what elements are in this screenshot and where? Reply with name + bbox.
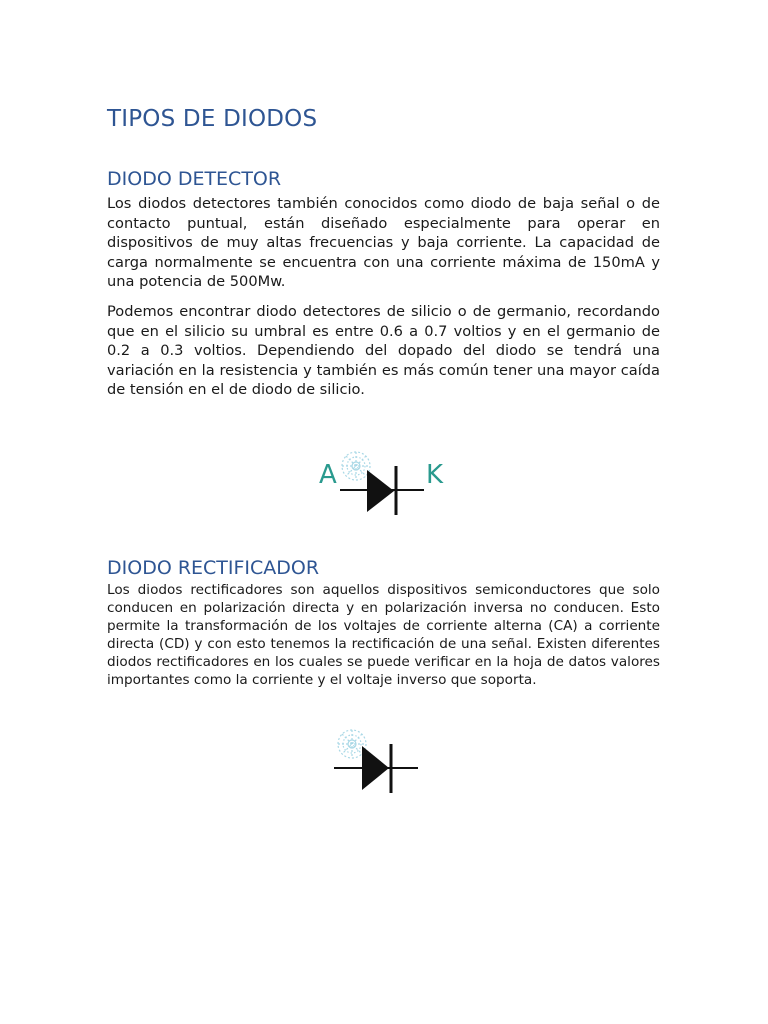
- section-heading-diodo-rectificador: DIODO RECTIFICADOR: [107, 557, 320, 579]
- section-heading-diodo-detector: DIODO DETECTOR: [107, 168, 282, 190]
- page-title: TIPOS DE DIODOS: [107, 106, 318, 132]
- paragraph-detector-intro: Los diodos detectores también conocidos como diodo de baja señal o de contacto puntual, están diseñado especialmente para operar en dispositivos de muy altas frecuencias y baja corriente. La capacidad de carga normalmente se encuentra con una corriente máxima de 150mA y una potencia de 500Mw.: [107, 195, 660, 291]
- paragraph-rectificador: Los diodos rectificadores son aquellos dispositivos semiconductores que solo conducen en polarización directa y en polarización inversa no conducen. Esto permite la transformación de los voltajes de corriente alterna (CA) a corriente directa (CD) y con esto tenemos la rectificación de una señal. Existen diferentes diodos rectificadores en los cuales se puede verificar en la hoja de datos valores importantes como la corriente y el voltaje inverso que soporta.: [107, 582, 660, 688]
- anode-label: A: [319, 460, 337, 490]
- snowflake-decoration-icon: [338, 730, 366, 758]
- detector-diode-figure: [316, 440, 456, 524]
- cathode-label: K: [426, 460, 444, 490]
- paragraph-detector-detail: Podemos encontrar diodo detectores de silicio o de germanio, recordando que en el silicio su umbral es entre 0.6 a 0.7 voltios y en el germanio de 0.2 a 0.3 voltios. Dependiendo del dopado del diodo se tendrá una variación en la resistencia y también es más común tener una mayor caída de tensión en el de diodo de silicio.: [107, 303, 660, 399]
- snowflake-decoration-icon: [342, 452, 370, 480]
- rectifier-diode-figure: [330, 722, 426, 798]
- diode-symbol-icon: [330, 722, 426, 798]
